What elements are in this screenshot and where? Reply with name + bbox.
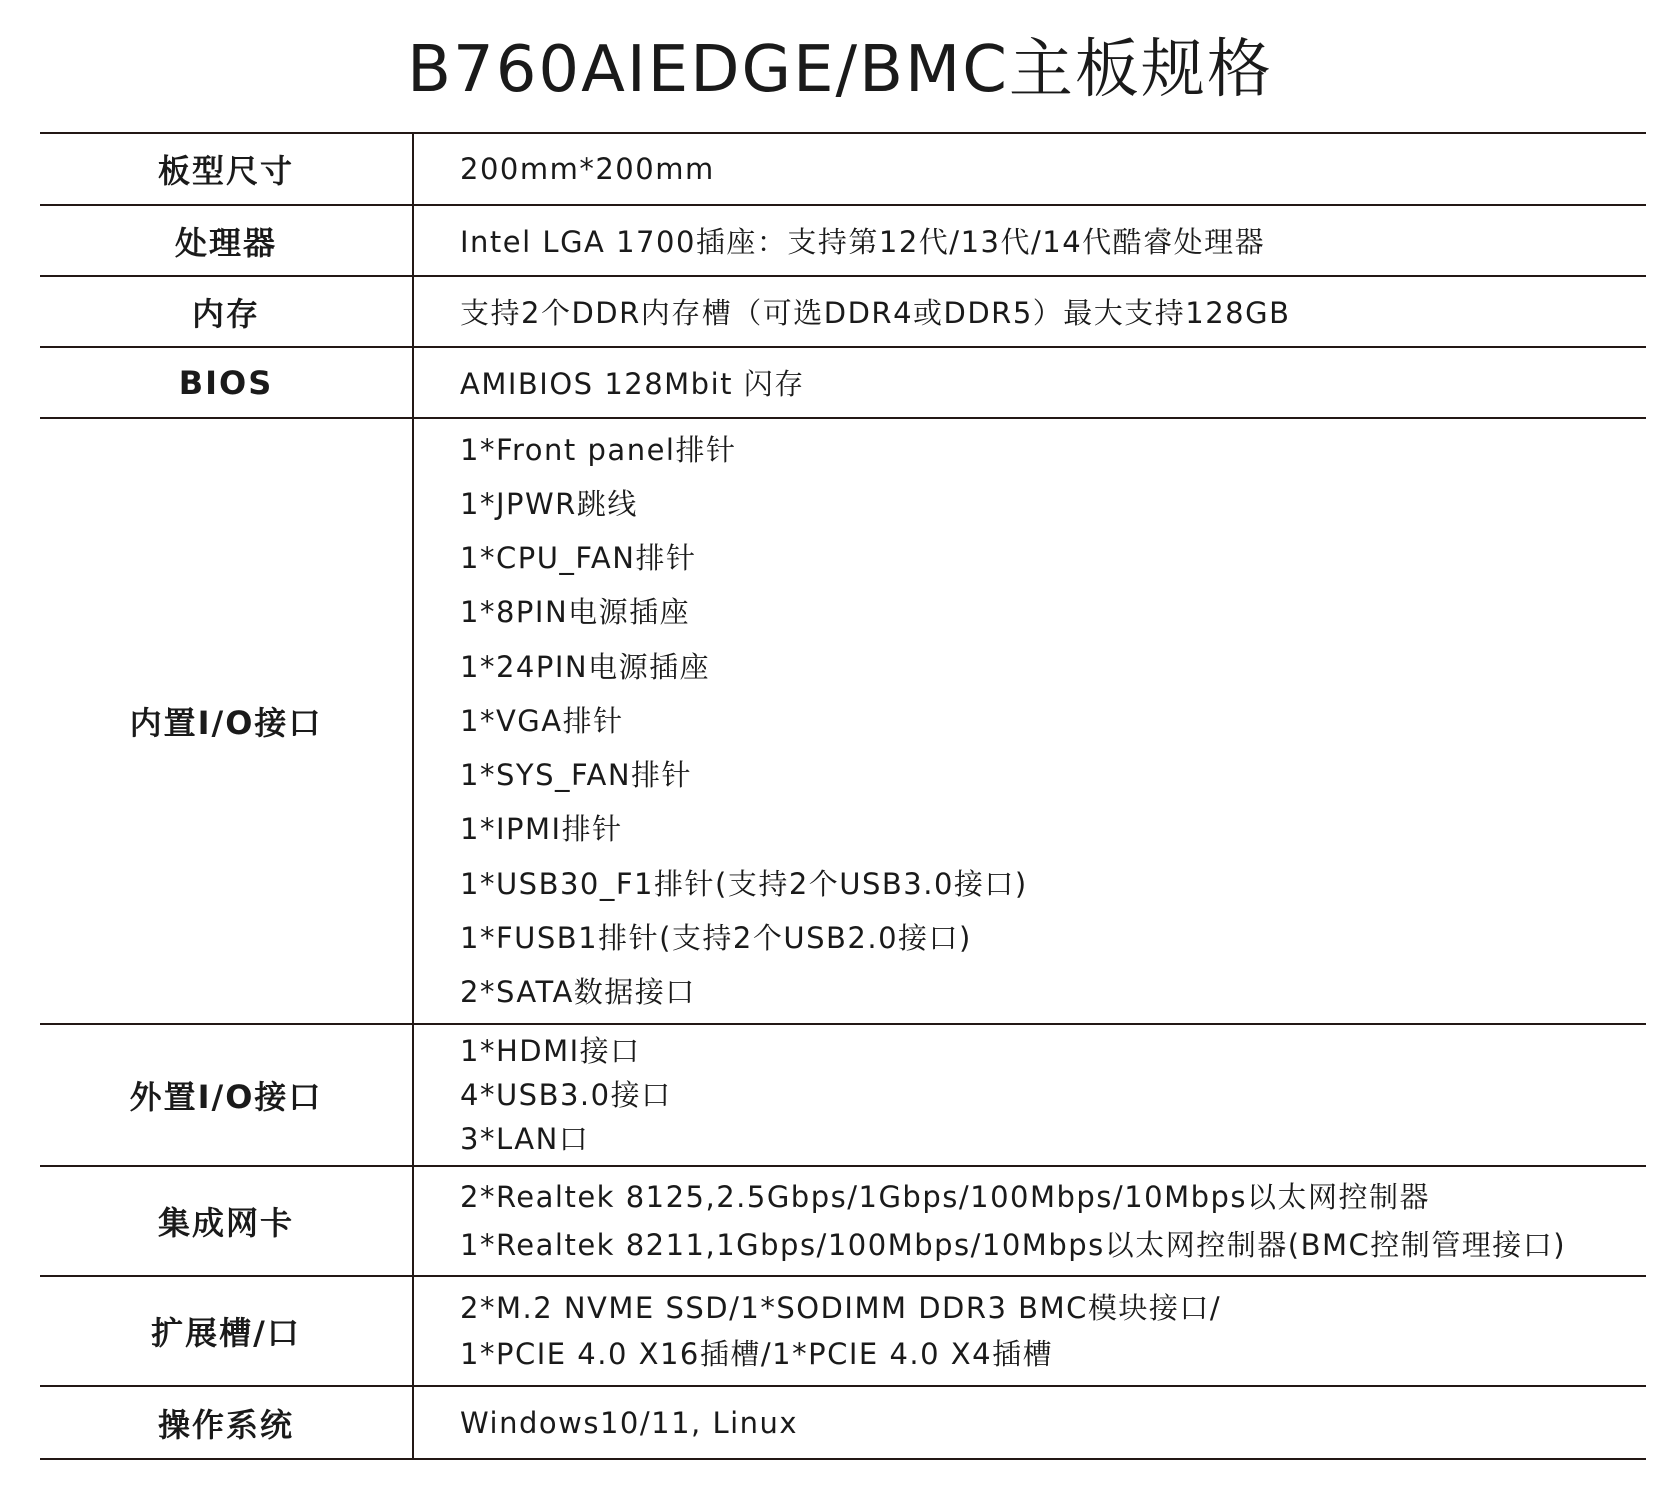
list-item: 1*PCIE 4.0 X16插槽/1*PCIE 4.0 X4插槽 bbox=[460, 1337, 1054, 1371]
list-item: 1*CPU_FAN排针 bbox=[460, 541, 697, 576]
spec-row-bios bbox=[40, 347, 1646, 418]
spec-row-operating-system bbox=[40, 1386, 1646, 1459]
spec-label: 扩展槽/口 bbox=[40, 1276, 413, 1386]
spec-label: BIOS bbox=[40, 347, 413, 418]
spec-row-network bbox=[40, 1166, 1646, 1276]
spec-label: 外置I/O接口 bbox=[40, 1024, 413, 1166]
list-item: 1*FUSB1排针(支持2个USB2.0接口) bbox=[460, 920, 972, 955]
spec-value-list bbox=[413, 1276, 1646, 1386]
list-item: 1*24PIN电源插座 bbox=[460, 649, 711, 684]
spec-value bbox=[413, 133, 1646, 205]
spec-row-internal-io bbox=[40, 418, 1646, 1024]
spec-value-text: Windows10/11, Linux bbox=[460, 1405, 799, 1440]
list-item: 1*Front panel排针 bbox=[460, 432, 737, 467]
spec-label: 集成网卡 bbox=[40, 1166, 413, 1276]
spec-value-list bbox=[413, 418, 1646, 1024]
spec-row-processor bbox=[40, 205, 1646, 276]
spec-label: 内置I/O接口 bbox=[40, 418, 413, 1024]
list-item: 1*HDMI接口 bbox=[460, 1034, 641, 1068]
list-item: 1*VGA排针 bbox=[460, 703, 624, 738]
spec-label: 内存 bbox=[40, 276, 413, 347]
spec-value-list bbox=[413, 1166, 1646, 1276]
list-item: 1*IPMI排针 bbox=[460, 812, 623, 847]
list-item: 1*8PIN电源插座 bbox=[460, 595, 691, 630]
spec-table bbox=[40, 132, 1646, 1460]
spec-value bbox=[413, 347, 1646, 418]
list-item: 1*Realtek 8211,1Gbps/100Mbps/10Mbps以太网控制器(BMC控制管理接口) bbox=[460, 1228, 1567, 1262]
spec-row-expansion-slots bbox=[40, 1276, 1646, 1386]
list-item: 1*JPWR跳线 bbox=[460, 487, 638, 522]
spec-value bbox=[413, 1386, 1646, 1459]
list-item: 1*USB30_F1排针(支持2个USB3.0接口) bbox=[460, 866, 1028, 901]
list-item: 4*USB3.0接口 bbox=[460, 1078, 672, 1112]
spec-value-list bbox=[413, 1024, 1646, 1166]
list-item: 3*LAN口 bbox=[460, 1122, 590, 1156]
page-title: B760AIEDGE/BMC主板规格 bbox=[407, 33, 1273, 107]
spec-value bbox=[413, 205, 1646, 276]
list-item: 2*SATA数据接口 bbox=[460, 974, 696, 1009]
spec-value-text: Intel LGA 1700插座：支持第12代/13代/14代酷睿处理器 bbox=[460, 225, 1266, 259]
spec-label: 板型尺寸 bbox=[40, 133, 413, 205]
list-item: 2*Realtek 8125,2.5Gbps/1Gbps/100Mbps/10Mbps以太网控制器 bbox=[460, 1180, 1431, 1214]
spec-value bbox=[413, 276, 1646, 347]
spec-value-text: AMIBIOS 128Mbit 闪存 bbox=[460, 367, 805, 401]
spec-row-board-size bbox=[40, 133, 1646, 205]
spec-value-text: 支持2个DDR内存槽（可选DDR4或DDR5）最大支持128GB bbox=[460, 296, 1291, 330]
spec-row-external-io bbox=[40, 1024, 1646, 1166]
spec-label: 操作系统 bbox=[40, 1386, 413, 1459]
spec-label: 处理器 bbox=[40, 205, 413, 276]
list-item: 1*SYS_FAN排针 bbox=[460, 758, 693, 793]
list-item: 2*M.2 NVME SSD/1*SODIMM DDR3 BMC模块接口/ bbox=[460, 1291, 1222, 1325]
spec-value-text: 200mm*200mm bbox=[460, 152, 715, 186]
spec-row-memory bbox=[40, 276, 1646, 347]
